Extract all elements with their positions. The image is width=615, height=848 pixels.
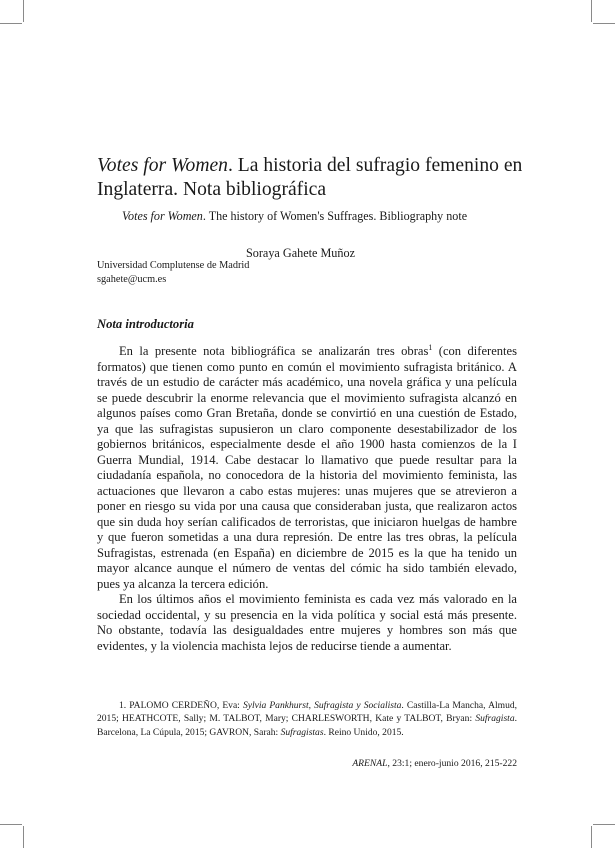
crop-mark (593, 23, 615, 24)
footnote (97, 699, 517, 739)
crop-mark (593, 824, 615, 825)
crop-mark (23, 826, 24, 848)
crop-mark (0, 824, 22, 825)
footnote-part: . Castilla-La Mancha, Almud, 2015; HEATHCOTE, Sally; M. TALBOT, Mary; CHARLESWORTH, Kate y TALBOT, Bryan: (97, 700, 518, 725)
footnote-ref: 1 (428, 342, 433, 352)
crop-mark (591, 826, 592, 848)
footnote-part: . Reino Unido, 2015. (323, 726, 404, 738)
paragraph-2: En los últimos años el movimiento feminista es cada vez más valorado en la sociedad occidental, y su presencia en la vida política y social está más presente. No obstante, todavía las desigualdades entre mujeres y hombres son más que evidentes, y la violencia machista lejos de reducirse tiende a aumentar. (97, 592, 517, 653)
email: sgahete@ucm.es (97, 274, 167, 285)
footnote-work-title: Sufragistas (280, 726, 324, 738)
affiliation: Universidad Complutense de Madrid (97, 260, 250, 271)
footnote-part: 1. PALOMO CERDEÑO, Eva: (119, 700, 243, 711)
section-heading: Nota introductoria (97, 317, 194, 331)
footnote-part: . Barcelona, La Cúpula, 2015; GAVRON, Sarah: (97, 713, 517, 738)
article-subtitle (122, 208, 542, 224)
body-text (97, 344, 517, 654)
title-rest: . La historia del sufragio femenino en Inglaterra. Nota bibliográfica (97, 155, 523, 200)
author-name: Soraya Gahete Muñoz (246, 246, 355, 260)
paragraph-1 (97, 344, 517, 592)
subtitle-italic: Votes for Women (122, 209, 203, 223)
running-footer (352, 757, 517, 770)
journal-issue: , 23:1; enero-junio 2016, 215-222 (387, 758, 517, 769)
footnote-work-title: Sufragista (475, 713, 515, 725)
author-affiliation-block (97, 259, 249, 287)
subtitle-rest: . The history of Women's Suffrages. Bibliography note (202, 209, 468, 223)
crop-mark (0, 23, 22, 24)
footnote-work-title: Sylvia Pankhurst, Sufragista y Socialista (242, 700, 402, 711)
crop-mark (591, 0, 592, 22)
journal-name: ARENAL (352, 758, 388, 769)
article-title (97, 154, 537, 202)
paragraph-1-rest: (con diferentes formatos) que tienen como punto en común el movimiento sufragista británico. A través de un estudio de carácter más académico, una novela gráfica y una película se puede descubrir la enorme relevancia que el movimiento sufragista alcanzó en algunos países como Gran Bretaña, donde se convirtió en una cuestión de Estado, ya que las sufragistas supusieron un claro componente desestabilizador de los gobiernos británicos, especialmente desde el año 1900 hasta comienzos de la I Guerra Mundial, 1914. Cabe destacar lo llamativo que puede resultar para la ciudadanía española, no conocedora de la historia del movimiento feminista, las actuaciones que llevaron a cabo estas mujeres: unas mujeres que se atrevieron a poner en riesgo su vida por una causa que consideraban justa, que realizaron actos que sin duda hoy serían calificados de terroristas, que iniciaron huelgas de hambre y que fueron sometidas a una dura represión. De entre las tres obras, la película Sufragistas, estrenada (en España) en diciembre de 2015 es la que ha tenido un mayor alcance aunque el número de ventas del cómic ha sido también elevado, pues ya alcanza la tercera edición. (97, 344, 517, 591)
crop-mark (23, 0, 24, 22)
title-italic: Votes for Women (97, 155, 228, 176)
paragraph-1-start: En la presente nota bibliográfica se analizarán tres obras (119, 344, 429, 358)
